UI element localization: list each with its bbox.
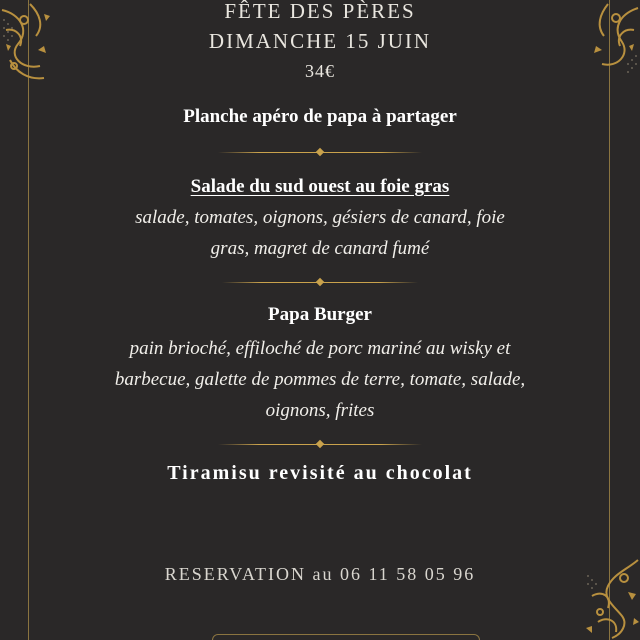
salad-desc-line-2: gras, magret de canard fumé xyxy=(210,238,430,259)
main-desc-line-2: barbecue, galette de pommes de terre, tomate, salade, xyxy=(114,369,526,390)
event-date: DIMANCHE 15 JUIN xyxy=(208,29,432,53)
salad-desc-line-1: salade, tomates, oignons, gésiers de canard, foie xyxy=(135,207,505,228)
main-desc-line-1: pain brioché, effiloché de porc mariné au wisky et xyxy=(129,338,511,359)
menu-price: 34€ xyxy=(305,61,335,81)
salad-title: Salade du sud ouest au foie gras xyxy=(190,176,450,197)
main-desc-line-3: oignons, frites xyxy=(265,400,375,421)
main-title: Papa Burger xyxy=(268,304,372,325)
event-title: FÊTE DES PÈRES xyxy=(224,0,416,23)
divider xyxy=(222,282,418,283)
divider xyxy=(218,152,422,153)
starter-title: Planche apéro de papa à partager xyxy=(183,106,457,127)
reservation-info: RESERVATION au 06 11 58 05 96 xyxy=(164,564,476,584)
bottom-decorative-box xyxy=(212,634,480,640)
dessert-title: Tiramisu revisité au chocolat xyxy=(167,462,473,484)
divider xyxy=(218,444,422,445)
